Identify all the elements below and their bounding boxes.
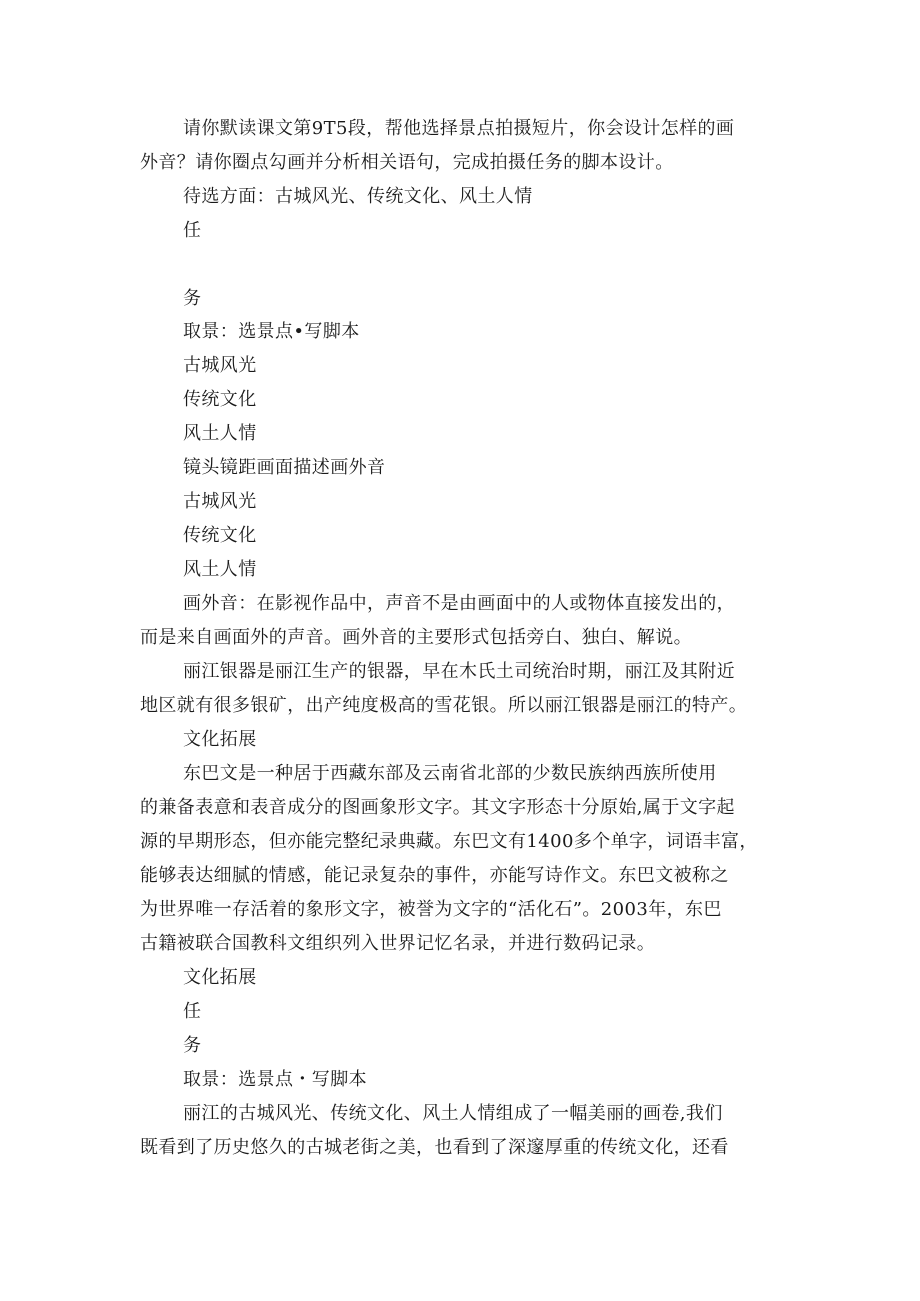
paragraph-line: 为世界唯一存活着的象形文字，被誉为文字的“活化石”。2003年，东巴 — [140, 899, 722, 920]
paragraph-line: 源的早期形态，但亦能完整纪录典藏。东巴文有1400多个单字，词语丰富， — [140, 831, 758, 852]
paragraph-line: 务 — [183, 1035, 202, 1056]
paragraph-line: 古城风光 — [183, 491, 257, 512]
paragraph-line: 古城风光 — [183, 355, 257, 376]
paragraph-line: 镜头镜距画面描述画外音 — [183, 457, 386, 478]
paragraph-line: 外音？请你圈点勾画并分析相关语句，完成拍摄任务的脚本设计。 — [140, 152, 674, 173]
paragraph-line: 请你默读课文第9T5段，帮他选择景点拍摄短片，你会设计怎样的画 — [183, 118, 735, 139]
paragraph-line: 既看到了历史悠久的古城老街之美，也看到了深邃厚重的传统文化，还看 — [140, 1137, 729, 1158]
paragraph-line: 地区就有很多银矿，出产纯度极高的雪花银。所以丽江银器是丽江的特产。 — [140, 695, 748, 716]
paragraph-line: 传统文化 — [183, 525, 257, 546]
paragraph-line: 待选方面：古城风光、传统文化、风土人情 — [183, 186, 533, 207]
paragraph-line: 而是来自画面外的声音。画外音的主要形式包括旁白、独白、解说。 — [140, 627, 692, 648]
paragraph-line: 风土人情 — [183, 559, 257, 580]
paragraph-line: 务 — [183, 288, 202, 309]
paragraph-line: 取景：选景点•写脚本 — [183, 321, 360, 342]
paragraph-line: 文化拓展 — [183, 729, 257, 750]
paragraph-line: 文化拓展 — [183, 967, 257, 988]
paragraph-line: 画外音：在影视作品中，声音不是由画面中的人或物体直接发出的， — [183, 593, 735, 614]
paragraph-line: 丽江的古城风光、传统文化、风土人情组成了一幅美丽的画卷,我们 — [183, 1103, 723, 1124]
paragraph-line: 古籍被联合国教科文组织列入世界记忆名录，并进行数码记录。 — [140, 933, 656, 954]
paragraph-line: 任 — [183, 1001, 202, 1022]
paragraph-line: 风土人情 — [183, 423, 257, 444]
paragraph-line: 任 — [183, 220, 202, 241]
paragraph-line: 能够表达细腻的情感，能记录复杂的事件，亦能写诗作文。东巴文被称之 — [140, 865, 729, 886]
paragraph-line: 东巴文是一种居于西藏东部及云南省北部的少数民族纳西族所使用 — [183, 763, 717, 784]
paragraph-line: 传统文化 — [183, 389, 257, 410]
paragraph-line: 取景：选景点・写脚本 — [183, 1069, 367, 1090]
paragraph-line: 的兼备表意和表音成分的图画象形文字。其文字形态十分原始,属于文字起 — [140, 797, 735, 818]
paragraph-line: 丽江银器是丽江生产的银器，早在木氏土司统治时期，丽江及其附近 — [183, 661, 735, 682]
